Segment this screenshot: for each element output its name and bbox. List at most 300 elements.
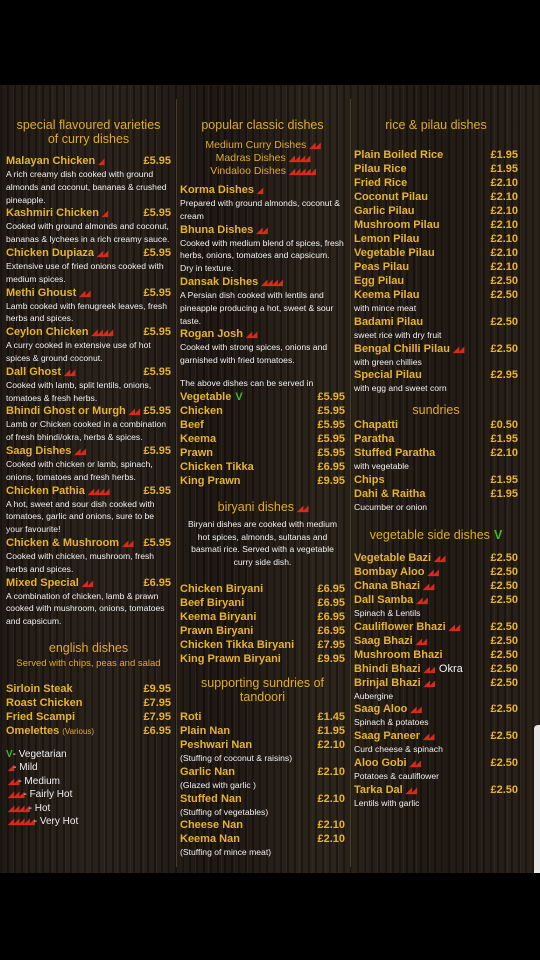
red-chili-icon: ◢◢◢◢ xyxy=(261,277,282,287)
legend-text: - Vegetarian xyxy=(12,748,67,760)
menu-item xyxy=(180,327,345,341)
legend-text: - Hot xyxy=(28,802,51,814)
dish-name: Prawn xyxy=(180,446,214,459)
dish-note: (Various) xyxy=(62,726,95,736)
dish-price: £2.10 xyxy=(317,833,345,846)
dish-name: Chana Bhazi xyxy=(354,579,421,592)
menu-item xyxy=(6,724,171,738)
dish-description: sweet rice with dry fruit xyxy=(354,329,442,340)
dish-price: £6.95 xyxy=(143,576,171,589)
dish-price: £5.95 xyxy=(317,432,345,445)
curry-variety-list xyxy=(6,154,171,628)
dish-name: Fried Scampi xyxy=(6,710,76,723)
dish-name: Paratha xyxy=(354,433,395,446)
dish-price: £5.95 xyxy=(143,246,171,259)
dish-price: £5.95 xyxy=(143,286,171,299)
dish-name: Vindaloo Dishes xyxy=(210,165,286,177)
dish-price: £2.50 xyxy=(490,756,518,769)
dish-price: £2.50 xyxy=(490,275,518,287)
legend-item xyxy=(6,775,171,788)
dish-price: £2.50 xyxy=(490,315,518,328)
menu-item xyxy=(354,204,518,218)
menu-item xyxy=(180,223,345,237)
section-heading-sundries: sundries xyxy=(412,403,460,418)
vegetable-heading-text: vegetable side dishes xyxy=(369,527,490,542)
menu-item xyxy=(6,484,171,498)
dish-name: Beef xyxy=(180,418,204,431)
vegetable-dish-list xyxy=(354,551,518,810)
dish-description: with mince meat xyxy=(354,303,417,313)
dish-price: £2.50 xyxy=(490,289,518,301)
dish-name: Roti xyxy=(180,710,202,723)
dish-price: £5.95 xyxy=(317,446,345,459)
dish-price: £2.50 xyxy=(490,783,518,796)
dish-description: A rich creamy dish cooked with ground almonds and coconut, bananas & crushed pineapple. xyxy=(6,169,167,205)
dish-price: £6.95 xyxy=(317,624,345,637)
red-chili-icon: ◢◢ xyxy=(448,622,459,632)
menu-item xyxy=(354,342,518,356)
dish-name: Coconut Pilau xyxy=(354,191,428,203)
dish-description: (Glazed with garlic ) xyxy=(180,779,256,790)
dish-price: £2.50 xyxy=(490,620,518,633)
menu-board xyxy=(0,85,540,873)
dish-price: £2.10 xyxy=(317,765,345,778)
red-chili-icon: ◢◢◢◢ xyxy=(87,486,109,496)
dish-name: Dahi & Raitha xyxy=(354,487,426,500)
red-chili-icon: ◢◢◢ xyxy=(8,790,24,800)
dish-price: £2.10 xyxy=(317,819,345,832)
dish-price: £2.95 xyxy=(490,369,518,382)
dish-name: Saag Dishes xyxy=(6,444,72,457)
dish-name: Dall Ghost xyxy=(6,365,62,378)
menu-item xyxy=(180,432,345,446)
dish-price: £9.95 xyxy=(143,682,171,695)
dish-price: £6.95 xyxy=(317,582,345,595)
menu-item xyxy=(180,610,345,624)
dish-name: Keema xyxy=(180,432,217,445)
dish-name: Rogan Josh xyxy=(180,328,243,341)
dish-price: £2.10 xyxy=(490,447,518,460)
menu-item xyxy=(354,260,518,274)
dish-name: Vegetable xyxy=(180,390,232,403)
dish-description: A combination of chicken, lamb & prawn cooked with mushroom, onions, tomatoes and capsicum. xyxy=(6,590,165,627)
classic-curry-item xyxy=(180,165,345,178)
dish-price: £5.95 xyxy=(143,405,171,418)
dish-price: £6.95 xyxy=(143,724,171,737)
red-chili-icon: ◢◢ xyxy=(410,705,421,715)
menu-item xyxy=(354,551,518,565)
dish-name: Fried Rice xyxy=(354,177,408,189)
dish-name: Sirloin Steak xyxy=(6,682,73,695)
legend-text: - Fairly Hot xyxy=(23,789,73,801)
red-chili-icon: ◢◢ xyxy=(416,595,427,605)
dish-name: Prawn Biryani xyxy=(180,624,254,637)
dish-price: £1.95 xyxy=(490,473,518,486)
red-chili-icon: ◢◢ xyxy=(245,330,257,340)
dish-name: Mixed Special xyxy=(6,576,79,589)
dish-name: Lemon Pilau xyxy=(354,233,420,245)
menu-item xyxy=(6,576,171,590)
dish-price: £2.50 xyxy=(490,730,518,743)
menu-item xyxy=(180,738,345,752)
menu-item xyxy=(180,183,345,197)
red-chili-icon: ◢◢ xyxy=(423,664,434,674)
menu-item xyxy=(6,325,171,339)
dish-price: £2.10 xyxy=(317,792,345,805)
dish-name: Garlic Pilau xyxy=(354,205,415,217)
dish-name: Saag Bhazi xyxy=(354,634,413,647)
menu-item xyxy=(180,832,345,846)
menu-item xyxy=(354,315,518,329)
dish-price: £2.10 xyxy=(490,191,518,203)
biryani-list xyxy=(180,582,345,666)
red-chili-icon: ◢◢ xyxy=(122,538,133,548)
red-chili-icon: ◢◢◢◢◢ xyxy=(288,167,315,176)
dish-name: Saag Aloo xyxy=(354,703,408,716)
dish-name: Roast Chicken xyxy=(6,696,83,709)
red-chili-icon: ◢◢ xyxy=(423,732,434,742)
vegetarian-icon: V xyxy=(6,748,13,760)
menu-item xyxy=(354,662,518,676)
legend-text: - Very Hot xyxy=(33,815,79,827)
red-chili-icon: ◢◢ xyxy=(8,776,19,786)
dish-name: Medium Curry Dishes xyxy=(205,139,307,151)
dish-name: Peshwari Nan xyxy=(180,738,253,751)
red-chili-icon: ◢◢ xyxy=(297,503,308,513)
right-column xyxy=(354,85,518,873)
dish-price: £0.50 xyxy=(490,419,518,432)
dish-price: £2.10 xyxy=(490,205,518,217)
dish-price: £6.95 xyxy=(317,596,345,609)
classic-curry-list xyxy=(180,139,345,178)
dish-name: Chicken & Mushroom xyxy=(6,536,120,549)
red-chili-icon: ◢ xyxy=(98,157,104,166)
dish-name: Kashmiri Chicken xyxy=(6,207,99,220)
menu-item xyxy=(354,756,518,770)
tandoori-sundries-list xyxy=(180,710,345,859)
dish-name: Chicken Pathia xyxy=(6,484,85,497)
dish-price: £2.50 xyxy=(490,551,518,564)
menu-item xyxy=(180,792,345,806)
dish-description: A hot, sweet and sour dish cooked with tomatoes, garlic and onions, sure to be your favourite! xyxy=(6,498,155,535)
dish-price: £2.10 xyxy=(490,177,518,189)
dish-price: £5.95 xyxy=(143,155,171,167)
classic-dish-list xyxy=(180,183,345,367)
dish-description: Cooked with medium blend of spices, fresh herbs, onions, tomatoes and capsicum. Dry in texture. xyxy=(180,237,344,274)
menu-item xyxy=(354,648,518,662)
dish-price: £5.95 xyxy=(143,207,171,220)
dish-price: £5.95 xyxy=(143,365,171,378)
vegetarian-icon: V xyxy=(235,390,243,403)
legend-item xyxy=(6,815,171,828)
dish-price: £5.95 xyxy=(317,418,345,431)
dish-description: with vegetable xyxy=(354,461,409,472)
menu-item xyxy=(6,710,171,724)
serving-option-list xyxy=(180,390,345,488)
dish-name: King Prawn xyxy=(180,474,241,487)
dish-name: Madras Dishes xyxy=(215,152,286,164)
menu-item xyxy=(6,404,171,418)
menu-item xyxy=(354,274,518,288)
dish-name: Chicken Biryani xyxy=(180,582,264,595)
menu-item xyxy=(354,368,518,382)
dish-name: Bhuna Dishes xyxy=(180,223,254,236)
dish-price: £5.95 xyxy=(317,404,345,417)
dish-name: Chicken xyxy=(180,404,223,417)
dish-name: Cheese Nan xyxy=(180,819,243,832)
menu-item xyxy=(354,783,518,797)
menu-item xyxy=(354,148,518,162)
dish-price: £1.95 xyxy=(490,433,518,446)
menu-item xyxy=(354,487,518,501)
dish-name: Beef Biryani xyxy=(180,596,245,609)
dish-name: Chips xyxy=(354,473,385,486)
legend-item xyxy=(6,788,171,801)
dish-name: Cauliflower Bhazi xyxy=(354,620,446,633)
dish-description: (Stuffing of vegetables) xyxy=(180,806,269,817)
dish-price: £2.50 xyxy=(490,634,518,647)
menu-item xyxy=(6,536,171,550)
red-chili-icon: ◢◢ xyxy=(309,141,320,150)
menu-item xyxy=(180,446,345,460)
dish-description: with egg and sweet corn xyxy=(354,383,447,394)
dish-description: Lamb cooked with fenugreek leaves, fresh herbs and spices. xyxy=(6,300,167,324)
dish-description: Lentils with garlic xyxy=(354,797,420,808)
menu-item xyxy=(354,176,518,190)
menu-item xyxy=(354,418,518,432)
dish-description: Cooked with chicken, mushroom, fresh herbs and spices. xyxy=(6,550,155,574)
dish-description: A curry cooked in extensive use of hot spices & ground coconut. xyxy=(6,340,151,363)
dish-name: Brinjal Bhazi xyxy=(354,676,421,689)
dish-description: (Stuffing of coconut & raisins) xyxy=(180,752,293,763)
menu-item xyxy=(180,460,345,474)
dish-name: Keema Nan xyxy=(180,833,240,846)
biryani-description: Biryani dishes are cooked with medium hot spices, almonds, sultanas and basmati rice. Served with a vegetable curry side dish. xyxy=(187,518,338,568)
menu-item xyxy=(180,474,345,488)
red-chili-icon: ◢◢◢◢ xyxy=(288,154,310,163)
menu-item xyxy=(180,596,345,610)
dish-price: £2.50 xyxy=(490,579,518,592)
column-divider xyxy=(350,99,351,867)
menu-item xyxy=(354,579,518,593)
dish-description: Extensive use of fried onions cooked with medium spices. xyxy=(6,260,164,284)
menu-item xyxy=(180,275,345,289)
scroll-handle[interactable] xyxy=(534,725,540,873)
dish-price: £9.95 xyxy=(317,474,345,487)
dish-name: Chicken Tikka xyxy=(180,460,254,473)
section-heading-english: english dishes xyxy=(48,640,129,655)
dish-name: Methi Ghoust xyxy=(6,286,77,299)
middle-column xyxy=(180,85,345,873)
dish-name: Chicken Tikka Biryani xyxy=(180,638,295,651)
menu-item xyxy=(6,206,171,220)
menu-item xyxy=(354,446,518,460)
menu-item xyxy=(354,593,518,607)
dish-name: Garlic Nan xyxy=(180,765,236,778)
red-chili-icon: ◢◢ xyxy=(64,367,75,377)
dish-description: Spinach & potatoes xyxy=(354,717,429,728)
menu-item xyxy=(180,638,345,652)
dish-name: Stuffed Paratha xyxy=(354,447,436,460)
dish-name: Keema Biryani xyxy=(180,610,257,623)
dish-price: £6.95 xyxy=(317,610,345,623)
legend-item xyxy=(6,802,171,815)
red-chili-icon: ◢◢ xyxy=(427,567,438,577)
menu-item xyxy=(6,246,171,260)
dish-price: £1.45 xyxy=(317,710,345,723)
menu-item xyxy=(180,710,345,724)
section-heading-vegetable xyxy=(354,528,518,542)
red-chili-icon: ◢◢ xyxy=(74,446,85,456)
menu-item xyxy=(354,288,518,302)
dish-price: £2.10 xyxy=(317,738,345,751)
legend-item xyxy=(6,761,171,774)
served-note: The above dishes can be served in xyxy=(180,377,314,388)
english-subtitle: Served with chips, peas and salad xyxy=(16,657,161,669)
dish-description: Cooked with strong spices, onions and garnished with fried tomatoes. xyxy=(180,342,328,366)
dish-name: Saag Paneer xyxy=(354,730,421,743)
dish-price: £1.95 xyxy=(490,487,518,500)
dish-price: £1.95 xyxy=(490,163,518,175)
left-column xyxy=(6,85,171,873)
dish-name: Aloo Gobi xyxy=(354,756,407,769)
menu-item xyxy=(354,620,518,634)
dish-description: Spinach & Lentils xyxy=(354,607,421,618)
red-chili-icon: ◢◢ xyxy=(415,636,426,646)
dish-price: £2.10 xyxy=(490,233,518,245)
rice-dish-list xyxy=(354,148,518,395)
menu-item xyxy=(180,390,345,404)
dish-name: Chapatti xyxy=(354,419,398,432)
vegetarian-icon: V xyxy=(493,527,503,542)
dish-description: Cooked with chicken or lamb, spinach, onions, tomatoes and fresh herbs. xyxy=(6,458,153,482)
menu-item xyxy=(354,432,518,446)
dish-name: Korma Dishes xyxy=(180,184,254,196)
menu-item xyxy=(354,162,518,176)
dish-price: £2.10 xyxy=(490,261,518,273)
dish-price: £9.95 xyxy=(317,652,345,665)
dish-price: £2.50 xyxy=(490,648,518,661)
dish-name: Pilau Rice xyxy=(354,163,407,175)
dish-name: Plain Boiled Rice xyxy=(354,149,444,161)
dish-name: King Prawn Biryani xyxy=(180,652,281,665)
section-heading-curry-varieties: special flavoured varieties of curry dishes xyxy=(16,118,161,146)
red-chili-icon: ◢◢ xyxy=(81,578,93,588)
dish-price: £5.95 xyxy=(317,390,345,403)
dish-name: Vegetable Bazi xyxy=(354,551,432,564)
red-chili-icon: ◢◢ xyxy=(128,407,140,417)
dish-name: Tarka Dal xyxy=(354,783,403,796)
dish-description: A Persian dish cooked with lentils and pineapple producing a hot, sweet & sour taste. xyxy=(180,289,334,326)
dish-price: £1.95 xyxy=(317,724,345,737)
red-chili-icon: ◢◢ xyxy=(423,678,434,688)
menu-item xyxy=(6,682,171,696)
menu-item xyxy=(180,724,345,738)
menu-item xyxy=(354,676,518,690)
legend-text: - Medium xyxy=(18,775,60,787)
red-chili-icon: ◢◢ xyxy=(434,553,445,563)
menu-item xyxy=(354,702,518,716)
dish-price: £5.95 xyxy=(143,484,171,497)
menu-item xyxy=(180,624,345,638)
dish-price: £5.95 xyxy=(143,326,171,339)
dish-name: Bombay Aloo xyxy=(354,565,425,578)
dish-price: £2.10 xyxy=(490,247,518,259)
red-chili-icon: ◢ xyxy=(101,209,108,219)
menu-item xyxy=(180,582,345,596)
dish-name: Egg Pilau xyxy=(354,275,405,287)
dish-price: £2.50 xyxy=(490,676,518,689)
dish-description: Cooked with lamb, split lentils, onions, tomatoes & fresh herbs. xyxy=(6,379,152,403)
dish-name: Dall Samba xyxy=(354,593,414,606)
dish-description: Potatoes & cauliflower xyxy=(354,770,440,781)
dish-price: £2.50 xyxy=(490,342,518,355)
dish-name: Keema Pilau xyxy=(354,289,420,301)
dish-name: Stuffed Nan xyxy=(180,792,242,805)
section-heading-classics: popular classic dishes xyxy=(201,118,324,132)
dish-description: Lamb or Chicken cooked in a combination of fresh bhindi/okra, herbs & spices. xyxy=(6,419,167,443)
dish-name: Ceylon Chicken xyxy=(6,326,89,339)
biryani-heading-text: biryani dishes xyxy=(217,499,295,514)
dish-description: Cucumber or onion xyxy=(354,501,428,512)
classic-curry-item xyxy=(180,139,345,152)
dish-price: £7.95 xyxy=(143,710,171,723)
menu-item xyxy=(354,246,518,260)
red-chili-icon: ◢◢ xyxy=(409,758,420,768)
dish-price: £5.95 xyxy=(143,536,171,549)
dish-name: Dansak Dishes xyxy=(180,275,259,288)
section-heading-rice: rice & pilau dishes xyxy=(385,118,487,132)
dish-price: £6.95 xyxy=(317,460,345,473)
red-chili-icon: ◢ xyxy=(8,763,14,773)
menu-item xyxy=(6,696,171,710)
menu-item xyxy=(354,218,518,232)
menu-item xyxy=(6,286,171,300)
dish-name: Bhindi Ghost or Murgh xyxy=(6,405,126,418)
red-chili-icon: ◢◢ xyxy=(256,225,267,235)
dish-price: £2.50 xyxy=(490,662,518,675)
menu-item xyxy=(6,444,171,458)
dish-price: £2.50 xyxy=(490,565,518,578)
dish-name: Chicken Dupiaza xyxy=(6,246,95,259)
dish-price: £7.95 xyxy=(317,638,345,651)
menu-item xyxy=(180,404,345,418)
red-chili-icon: ◢ xyxy=(256,186,263,195)
dish-name: Bengal Chilli Pilau xyxy=(354,342,450,355)
legend-item xyxy=(6,748,171,761)
dish-name: Bhindi Bhazi xyxy=(354,662,421,675)
dish-name: Peas Pilau xyxy=(354,261,410,273)
red-chili-icon: ◢◢◢◢ xyxy=(8,803,29,813)
menu-item xyxy=(354,473,518,487)
english-dish-list xyxy=(6,682,171,738)
red-chili-icon: ◢◢ xyxy=(452,344,464,354)
dish-description: Cooked with ground almonds and coconut, bananas & lychees in a rich creamy sauce. xyxy=(6,221,170,245)
dish-description: (Stuffing of mince meat) xyxy=(180,847,272,858)
dish-price: £2.50 xyxy=(490,593,518,606)
menu-item xyxy=(180,765,345,779)
section-heading-tandoori-sundries: supporting sundries of tandoori xyxy=(201,675,324,704)
dish-name: Plain Nan xyxy=(180,724,231,737)
dish-description: Prepared with ground almonds, coconut & cream xyxy=(180,198,341,221)
sundries-list xyxy=(354,418,518,514)
column-divider xyxy=(176,99,177,867)
red-chili-icon: ◢◢◢◢ xyxy=(91,328,113,338)
red-chili-icon: ◢◢ xyxy=(97,248,108,258)
heat-legend xyxy=(6,748,171,828)
menu-item xyxy=(354,565,518,579)
dish-note: Okra xyxy=(438,662,463,675)
